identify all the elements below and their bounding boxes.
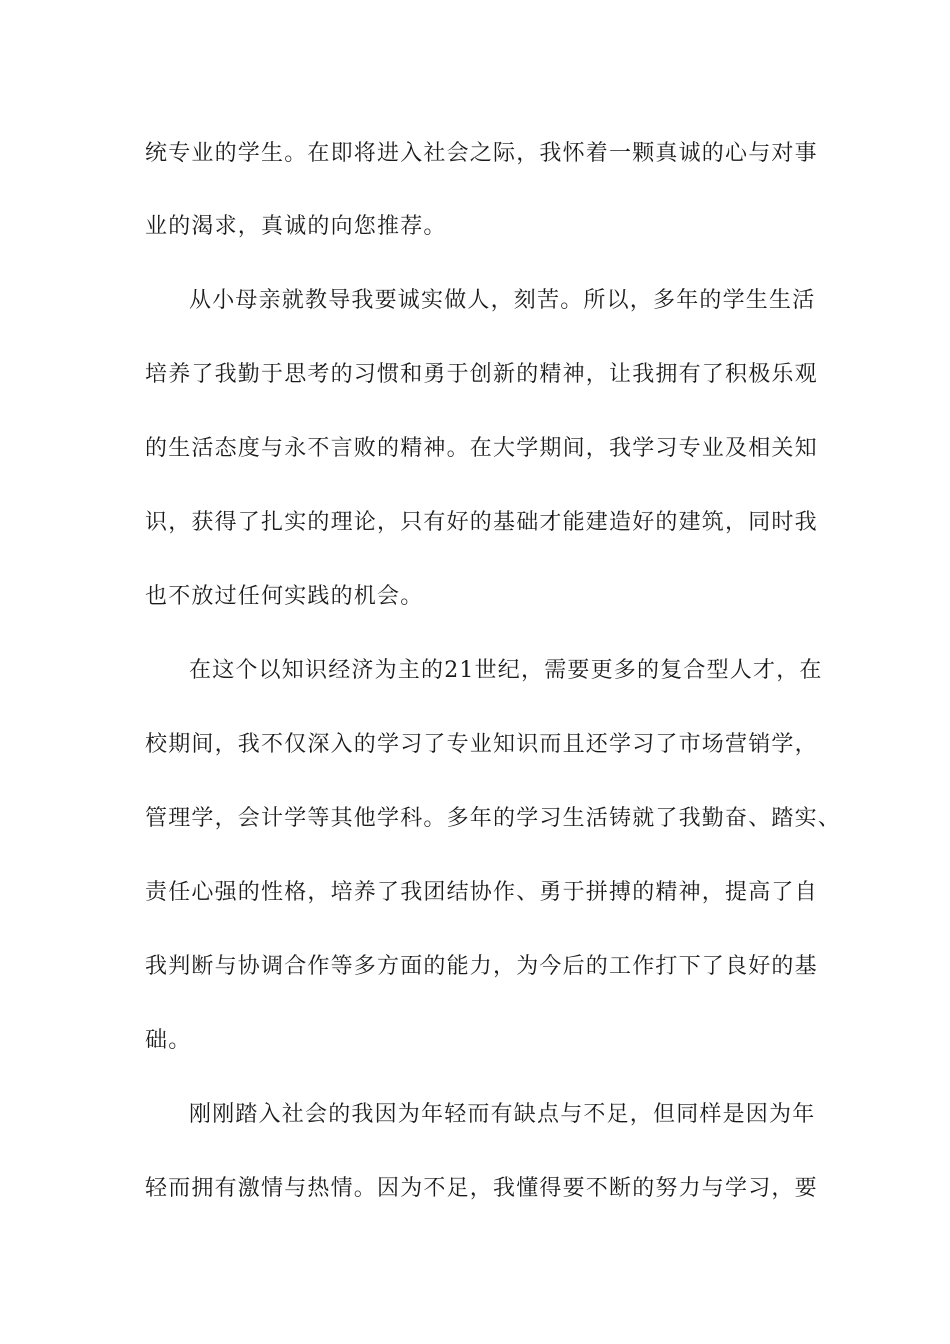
text-line: 管理学，会计学等其他学科。多年的学习生活铸就了我勤奋、踏实、 <box>145 806 842 831</box>
text-line: 我判断与协调合作等多方面的能力，为今后的工作打下了良好的基 <box>145 954 818 979</box>
text-line: 统专业的学生。在即将进入社会之际，我怀着一颗真诚的心与对事 <box>145 141 818 166</box>
text-line: 培养了我勤于思考的习惯和勇于创新的精神，让我拥有了积极乐观 <box>145 362 818 387</box>
paragraph-start-line: 刚刚踏入社会的我因为年轻而有缺点与不足，但同样是因为年 <box>189 1102 816 1127</box>
text-line: 的生活态度与永不言败的精神。在大学期间，我学习专业及相关知 <box>145 436 818 461</box>
text-line: 识，获得了扎实的理论，只有好的基础才能建造好的建筑，同时我 <box>145 510 818 535</box>
text-line: 责任心强的性格，培养了我团结协作、勇于拼搏的精神，提高了自 <box>145 880 818 905</box>
text-line: 校期间，我不仅深入的学习了专业知识而且还学习了市场营销学， <box>145 732 818 757</box>
text-line: 础。 <box>145 1028 192 1053</box>
text-line: 也不放过任何实践的机会。 <box>145 584 424 609</box>
text-line: 轻而拥有激情与热情。因为不足，我懂得要不断的努力与学习，要 <box>145 1176 818 1201</box>
paragraph-start-line: 在这个以知识经济为主的21世纪，需要更多的复合型人才，在 <box>189 658 823 683</box>
text-line: 业的渴求，真诚的向您推荐。 <box>145 214 447 239</box>
paragraph-start-line: 从小母亲就教导我要诚实做人，刻苦。所以，多年的学生生活 <box>189 288 816 313</box>
